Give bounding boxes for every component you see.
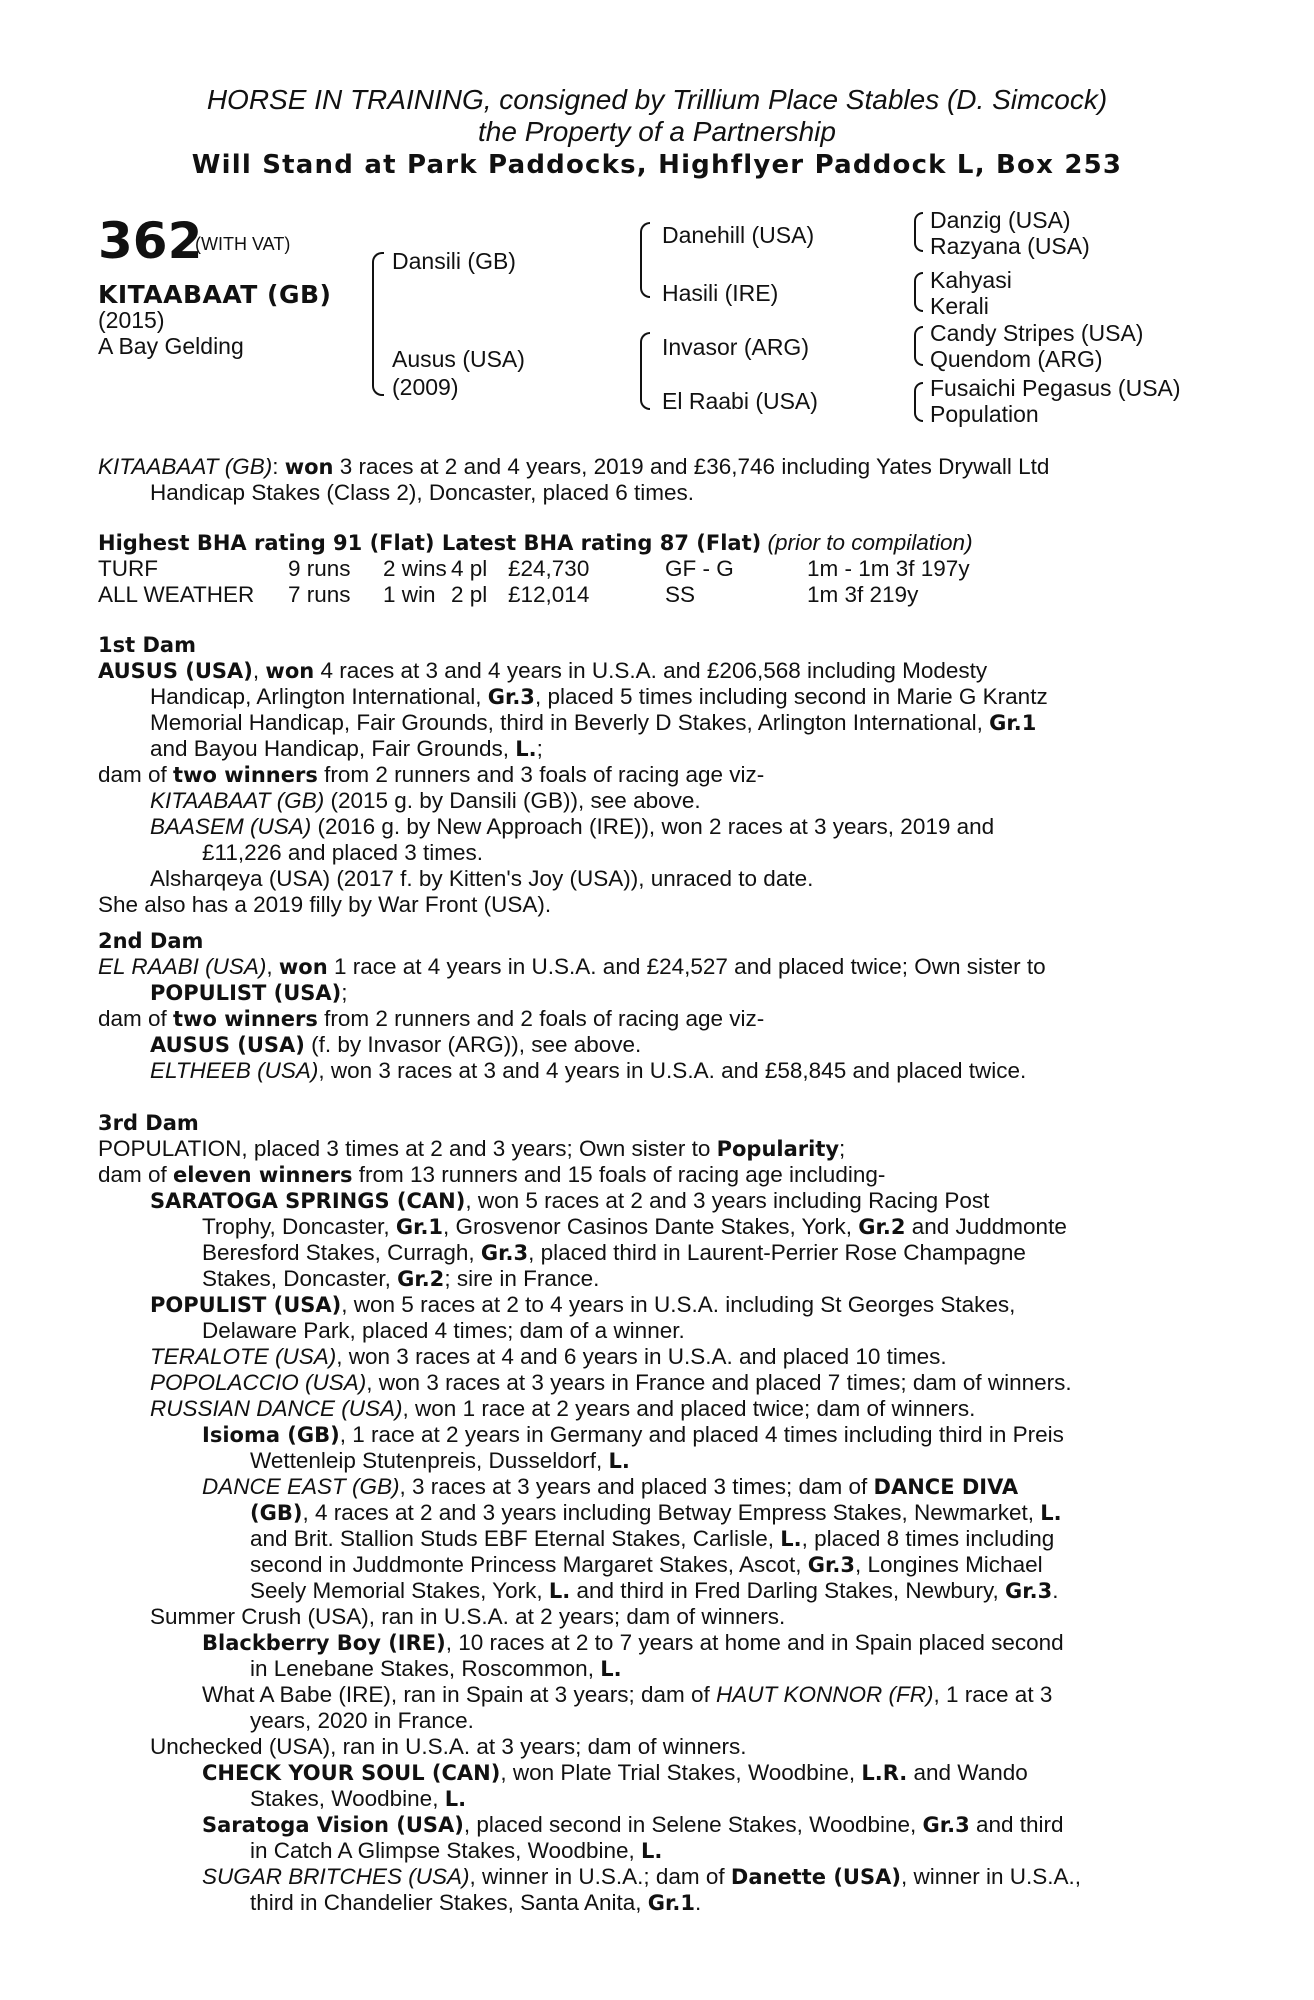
- pedigree-sds: Kahyasi: [930, 267, 1012, 293]
- pedigree-brace: [640, 368, 650, 410]
- dam-name: EL RAABI (USA): [98, 954, 267, 979]
- text: and third in Fred Darling Stakes, Newbury,: [570, 1578, 1006, 1603]
- grade: Gr.3: [480, 1241, 529, 1265]
- pedigree-brace: [640, 332, 650, 370]
- text: , placed 8 times including: [801, 1526, 1055, 1551]
- pedigree-dsd: Quendom (ARG): [930, 346, 1103, 372]
- grade: L.: [780, 1527, 802, 1551]
- progeny-name: KITAABAAT (GB): [150, 788, 325, 813]
- text: , won 3 races at 4 and 6 years in U.S.A. and placed 10 times.: [336, 1344, 947, 1369]
- text: Memorial Handicap, Fair Grounds, third in Beverly D Stakes, Arlington International,: [150, 710, 990, 735]
- grade: Gr.3: [487, 685, 535, 709]
- text: and Juddmonte: [905, 1214, 1067, 1239]
- text: Seely Memorial Stakes, York,: [250, 1578, 549, 1603]
- progeny-name: Blackberry Boy (IRE): [202, 1631, 446, 1655]
- going: SS: [665, 582, 696, 607]
- pedigree-sire-dam: Hasili (IRE): [662, 280, 779, 306]
- text: , won 5 races at 2 and 3 years including Racing Post: [465, 1188, 990, 1213]
- text: from 2 runners and 3 foals of racing age viz-: [317, 762, 765, 787]
- text: , 1 race at 3: [933, 1682, 1053, 1707]
- progeny-name: TERALOTE (USA): [150, 1344, 337, 1369]
- ratings-heading: Highest BHA rating 91 (Flat) Latest BHA rating 87 (Flat): [98, 531, 762, 555]
- pedigree-brace: [640, 222, 650, 260]
- pedigree-dam: Ausus (USA): [392, 346, 525, 372]
- grade: Gr.3: [1005, 1579, 1053, 1603]
- text: Beresford Stakes, Curragh,: [202, 1240, 481, 1265]
- text: , won Plate Trial Stakes, Woodbine,: [500, 1760, 862, 1785]
- pedigree-brace: [372, 252, 384, 334]
- dam-name: AUSUS (USA): [98, 659, 253, 683]
- text: in Catch A Glimpse Stakes, Woodbine,: [250, 1838, 642, 1863]
- distance: 1m 3f 219y: [807, 582, 919, 607]
- text: and Wando: [907, 1760, 1028, 1785]
- text: years, 2020 in France.: [250, 1708, 474, 1733]
- grade: L.: [600, 1657, 622, 1681]
- placed: 2 pl: [451, 582, 488, 607]
- grade: L.: [515, 737, 537, 761]
- prize: £12,014: [508, 582, 590, 607]
- grade: Gr.1: [395, 1215, 444, 1239]
- text: (2016 g. by New Approach (IRE)), won 2 races at 3 years, 2019 and: [311, 814, 995, 839]
- text: .: [694, 1890, 702, 1915]
- text: , 1 race at 2 years in Germany and placed 4 times including third in Preis: [339, 1422, 1064, 1447]
- text: , placed third in Laurent-Perrier Rose Champagne: [528, 1240, 1026, 1265]
- text: , placed second in Selene Stakes, Woodbine,: [463, 1812, 923, 1837]
- ratings-row-turf: [98, 556, 1210, 582]
- pedigree-brace: [914, 344, 923, 366]
- text: from 13 runners and 15 foals of racing age including-: [352, 1162, 886, 1187]
- progeny-name: AUSUS (USA): [150, 1033, 305, 1057]
- text: Alsharqeya (USA) (2017 f. by Kitten's Joy (USA)), unraced to date.: [150, 866, 814, 891]
- text: Summer Crush (USA), ran in U.S.A. at 2 years; dam of winners.: [150, 1604, 786, 1629]
- pedigree-brace: [914, 272, 923, 292]
- grade: Gr.2: [858, 1215, 906, 1239]
- progeny-name: RUSSIAN DANCE (USA): [150, 1396, 403, 1421]
- pedigree-brace: [914, 290, 923, 312]
- text: Delaware Park, placed 4 times; dam of a winner.: [202, 1318, 685, 1343]
- text: , Longines Michael: [854, 1552, 1043, 1577]
- property-line: the Property of a Partnership: [478, 116, 836, 147]
- ratings-row-aw: [98, 582, 1210, 608]
- third-dam-section: [98, 1110, 1210, 1916]
- summary-text: Handicap Stakes (Class 2), Doncaster, placed 6 times.: [150, 480, 694, 505]
- progeny-name: CHECK YOUR SOUL (CAN): [202, 1761, 501, 1785]
- winners-count: two winners: [173, 1007, 318, 1031]
- text: (f. by Invasor (ARG)), see above.: [304, 1032, 642, 1057]
- summary-horse: KITAABAAT (GB): [98, 454, 273, 479]
- progeny-name: DANCE DIVA: [873, 1475, 1019, 1499]
- section-heading: 1st Dam: [98, 633, 196, 657]
- progeny-name: HAUT KONNOR (FR): [716, 1682, 934, 1707]
- horse-year: (2015): [98, 307, 165, 333]
- summary-won: won: [284, 455, 334, 479]
- pedigree-sss: Danzig (USA): [930, 207, 1071, 233]
- progeny-name: POPULIST (USA): [150, 1293, 342, 1317]
- placed: 4 pl: [451, 556, 488, 581]
- text: dam of: [98, 762, 174, 787]
- pedigree-dds: Fusaichi Pegasus (USA): [930, 375, 1181, 401]
- progeny-name: Danette (USA): [730, 1865, 901, 1889]
- text: in Lenebane Stakes, Roscommon,: [250, 1656, 601, 1681]
- text: .: [1052, 1578, 1059, 1603]
- section-heading: 3rd Dam: [98, 1111, 199, 1135]
- pedigree-brace: [640, 258, 650, 298]
- text: ; sire in France.: [444, 1266, 600, 1291]
- progeny-name: ELTHEEB (USA): [150, 1058, 319, 1083]
- text: third in Chandelier Stakes, Santa Anita,: [250, 1890, 648, 1915]
- pedigree-brace: [914, 326, 923, 346]
- sister-name: POPULIST (USA): [150, 981, 342, 1005]
- progeny-name: Saratoga Vision (USA): [202, 1813, 464, 1837]
- grade: L.: [641, 1839, 663, 1863]
- grade: L.R.: [861, 1761, 908, 1785]
- grade: L.: [1040, 1501, 1062, 1525]
- grade: Gr.3: [922, 1813, 970, 1837]
- pedigree-brace: [914, 382, 923, 402]
- pedigree-brace: [372, 332, 384, 396]
- text: , won 3 races at 3 and 4 years in U.S.A. and £58,845 and placed twice.: [318, 1058, 1027, 1083]
- text: second in Juddmonte Princess Margaret Stakes, Ascot,: [250, 1552, 808, 1577]
- text: from 2 runners and 2 foals of racing age viz-: [317, 1006, 765, 1031]
- lot-number: 362: [98, 212, 203, 270]
- text: , 10 races at 2 to 7 years at home and in Spain placed second: [445, 1630, 1064, 1655]
- going: GF - G: [665, 556, 734, 581]
- progeny-name: DANCE EAST (GB): [202, 1474, 400, 1499]
- text: , 3 races at 3 years and placed 3 times; dam of: [399, 1474, 874, 1499]
- text: , won 3 races at 3 years in France and placed 7 times; dam of winners.: [366, 1370, 1072, 1395]
- winners-count: two winners: [173, 763, 318, 787]
- distance: 1m - 1m 3f 197y: [807, 556, 970, 581]
- grade: L.: [548, 1579, 571, 1603]
- text: She also has a 2019 filly by War Front (USA).: [98, 892, 552, 917]
- summary-text: 3 races at 2 and 4 years, 2019 and £36,746 including Yates Drywall Ltd: [333, 454, 1050, 479]
- text: ;: [536, 736, 543, 761]
- text: Stakes, Doncaster,: [202, 1266, 398, 1291]
- progeny-name: SARATOGA SPRINGS (CAN): [150, 1189, 466, 1213]
- pedigree-brace: [914, 400, 923, 422]
- pedigree-brace: [914, 230, 923, 252]
- text: ;: [839, 1136, 846, 1161]
- text: £11,226 and placed 3 times.: [202, 840, 484, 865]
- grade: Gr.2: [397, 1267, 445, 1291]
- pedigree-dss: Candy Stripes (USA): [930, 320, 1144, 346]
- text: and Brit. Stallion Studs EBF Eternal Stakes, Carlisle,: [250, 1526, 781, 1551]
- text: (2015 g. by Dansili (GB)), see above.: [324, 788, 701, 813]
- pedigree-dam-dam: El Raabi (USA): [662, 388, 818, 414]
- wins: 2 wins: [383, 556, 447, 581]
- text: Stakes, Woodbine,: [250, 1786, 445, 1811]
- horse-name: KITAABAAT (GB): [98, 280, 332, 309]
- text: ;: [341, 980, 348, 1005]
- text: , won 5 races at 2 to 4 years in U.S.A. including St Georges Stakes,: [341, 1292, 1016, 1317]
- ratings-note: (prior to compilation): [767, 530, 973, 555]
- vat-note: (WITH VAT): [195, 234, 291, 254]
- grade: Gr.1: [647, 1891, 695, 1915]
- text: Unchecked (USA), ran in U.S.A. at 3 years; dam of winners.: [150, 1734, 747, 1759]
- pedigree-ddd: Population: [930, 401, 1039, 427]
- surface: ALL WEATHER: [98, 582, 255, 607]
- prize: £24,730: [508, 556, 590, 581]
- text: dam of: [98, 1006, 174, 1031]
- text: , winner in U.S.A.,: [900, 1864, 1082, 1889]
- sister-name: Popularity: [716, 1137, 840, 1161]
- runs: 7 runs: [288, 582, 351, 607]
- text: 4 races at 3 and 4 years in U.S.A. and £206,568 including Modesty: [314, 658, 988, 683]
- won-label: won: [278, 955, 328, 979]
- grade: L.: [608, 1449, 630, 1473]
- runs: 9 runs: [288, 556, 351, 581]
- text: , 4 races at 2 and 3 years including Betway Empress Stakes, Newmarket,: [302, 1500, 1041, 1525]
- text: dam of: [98, 1162, 174, 1187]
- text: What A Babe (IRE), ran in Spain at 3 years; dam of: [202, 1682, 717, 1707]
- wins: 1 win: [383, 582, 436, 607]
- text: 1 race at 4 years in U.S.A. and £24,527 and placed twice; Own sister to: [327, 954, 1046, 979]
- pedigree-dam-sire: Invasor (ARG): [662, 334, 809, 360]
- progeny-name: POPOLACCIO (USA): [150, 1370, 367, 1395]
- text: , winner in U.S.A.; dam of: [469, 1864, 731, 1889]
- pedigree-ssd: Razyana (USA): [930, 233, 1090, 259]
- first-dam-section: 1st Dam AUSUS (USA), won 4 races at 3 and 4 years in U.S.A. and £206,568 including Modesty Handicap, Arlington International, Gr.3, placed 5 times including second in Marie G Krantz Memorial Handicap, Fair Grounds, third in Beverly D Stakes, Arlington International, Gr.1 and Bayou Handicap, Fair Grounds, L.; dam of two winners from 2 runners and 3 foals of racing age viz- KITAABAAT (GB) (2015 g. by Dansili (GB)), see above. BAASEM (USA) (2016 g. by New Approach (IRE)), won 2 races at 3 years, 2019 and £11,226 and placed 3 times. Alsharqeya (USA) (2017 f. by Kitten's Joy (USA)), unraced to date. She also has a 2019 filly by War Front (USA).: [98, 632, 1210, 918]
- text: and third: [969, 1812, 1064, 1837]
- section-heading: 2nd Dam: [98, 929, 204, 953]
- progeny-name: SUGAR BRITCHES (USA): [202, 1864, 470, 1889]
- horse-description: A Bay Gelding: [98, 333, 244, 359]
- pedigree-sire-sire: Danehill (USA): [662, 222, 815, 248]
- progeny-name: BAASEM (USA): [150, 814, 312, 839]
- second-dam-section: 2nd Dam EL RAABI (USA), won 1 race at 4 years in U.S.A. and £24,527 and placed twice; Own sister to POPULIST (USA); dam of two winners from 2 runners and 2 foals of racing age viz- AUSUS (USA) (f. by Invasor (ARG)), see above. ELTHEEB (USA), won 3 races at 3 and 4 years in U.S.A. and £58,845 and placed twice.: [98, 928, 1210, 1084]
- text: , placed 5 times including second in Marie G Krantz: [534, 684, 1048, 709]
- winners-count: eleven winners: [173, 1163, 353, 1187]
- ratings-block: [98, 530, 1210, 608]
- pedigree-brace: [914, 212, 923, 232]
- surface: TURF: [98, 556, 158, 581]
- text: , Grosvenor Casinos Dante Stakes, York,: [443, 1214, 859, 1239]
- grade: L.: [444, 1787, 467, 1811]
- progeny-name: Isioma (GB): [202, 1423, 340, 1447]
- text: POPULATION, placed 3 times at 2 and 3 years; Own sister to: [98, 1136, 717, 1161]
- pedigree-sire: Dansili (GB): [392, 248, 516, 274]
- consignor-line: HORSE IN TRAINING, consigned by Trillium Place Stables (D. Simcock): [206, 84, 1108, 115]
- text: Trophy, Doncaster,: [202, 1214, 396, 1239]
- location-line: Will Stand at Park Paddocks, Highflyer Paddock L, Box 253: [191, 150, 1123, 180]
- text: Handicap, Arlington International,: [150, 684, 488, 709]
- won-label: won: [265, 659, 315, 683]
- progeny-name: (GB): [250, 1501, 303, 1525]
- pedigree-sdd: Kerali: [930, 293, 989, 319]
- text: and Bayou Handicap, Fair Grounds,: [150, 736, 516, 761]
- pedigree-dam-year: (2009): [392, 374, 459, 400]
- race-summary: KITAABAAT (GB): won 3 races at 2 and 4 years, 2019 and £36,746 including Yates Drywall Ltd Handicap Stakes (Class 2), Doncaster, placed 6 times.: [98, 454, 1210, 506]
- text: , won 1 race at 2 years and placed twice; dam of winners.: [402, 1396, 976, 1421]
- grade: Gr.1: [989, 711, 1037, 735]
- grade: Gr.3: [807, 1553, 855, 1577]
- text: Wettenleip Stutenpreis, Dusseldorf,: [250, 1448, 609, 1473]
